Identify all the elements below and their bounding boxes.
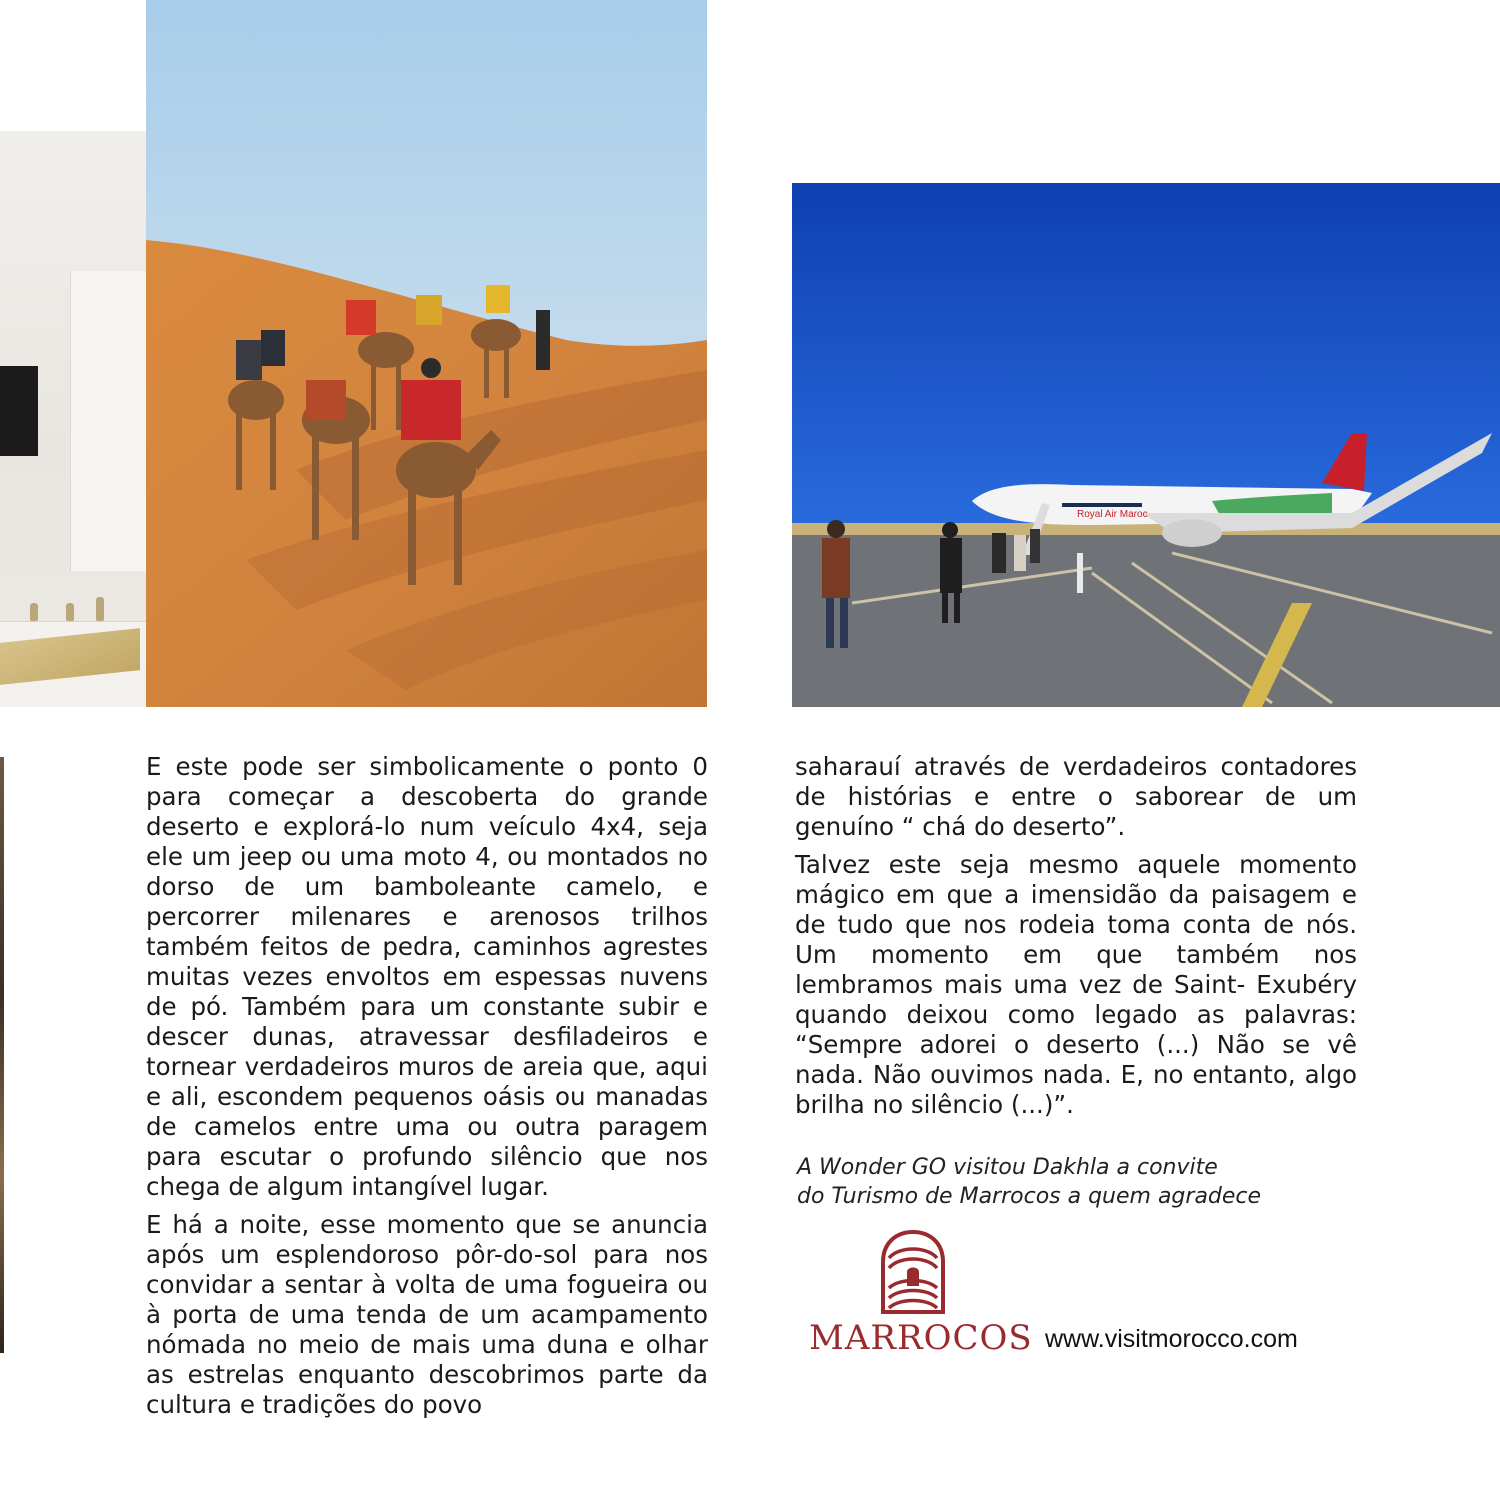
paragraph: Talvez este seja mesmo aquele momento mágico em que a imensidão da paisagem e de tudo que nos rodeia toma conta de nós. Um momento em que também nos lembramos mais uma vez de Saint- Exubéry quando deixou como legado as palavras: “Sempre adorei o deserto (...) Não se vê nada. Não ouvimos nada. E, no entanto, algo brilha no silêncio (...)”. <box>795 850 1357 1119</box>
article-left-column <box>146 752 708 1419</box>
vase <box>30 603 38 621</box>
acknowledgement-line: A Wonder GO visitou Dakhla a convite <box>797 1155 1218 1180</box>
plane-photo <box>792 183 1500 707</box>
marrocos-tourism-emblem-icon <box>879 1228 947 1314</box>
television <box>0 366 38 456</box>
vase <box>66 603 74 621</box>
paragraph: E há a noite, esse momento que se anuncia após um esplendoroso pôr-do-sol para nos convidar a sentar à volta de uma fogueira ou à porta de uma tenda de um acampamento nómada no meio de mais uma duna e olhar as estrelas enquanto descobrimos parte da cultura e tradições do povo <box>146 1210 708 1419</box>
left-strip-photo <box>0 757 4 1353</box>
vase <box>96 597 104 621</box>
paragraph: E este pode ser simbolicamente o ponto 0 para começar a descoberta do grande deserto e explorá-lo num veículo 4x4, seja ele um jeep ou uma moto 4, ou montados no dorso de um bamboleante camelo, e percorrer milenares e arenosos trilhos também feitos de pedra, caminhos agrestes muitas vezes envoltos em espessas nuvens de pó. Também para um constante subir e descer dunas, atravessar desfiladeiros e tornear verdadeiros muros de areia que, aqui e ali, escondem pequenos oásis ou manadas de camelos entre uma ou outra paragem para escutar o profundo silêncio que nos chega de algum intangível lugar. <box>146 752 708 1201</box>
paragraph: saharauí através de verdadeiros contadores de histórias e entre o saborear de um genuíno “ chá do deserto”. <box>795 752 1357 841</box>
camel-caravan-desert-photo-svg <box>146 0 707 707</box>
airplane-boarding-photo-svg <box>792 183 1500 707</box>
desert-photo <box>146 0 707 707</box>
wall-panel <box>70 271 147 571</box>
airline-livery-text: Royal Air Maroc <box>1077 509 1148 520</box>
article-right-column <box>795 752 1357 1128</box>
website-link[interactable]: www.visitmorocco.com <box>1045 1325 1298 1353</box>
interior-photo <box>0 131 146 707</box>
acknowledgement-line: do Turismo de Marrocos a quem agradece <box>797 1184 1262 1209</box>
logo-wordmark: MARROCOS <box>809 1318 1033 1358</box>
acknowledgement <box>797 1153 1357 1211</box>
